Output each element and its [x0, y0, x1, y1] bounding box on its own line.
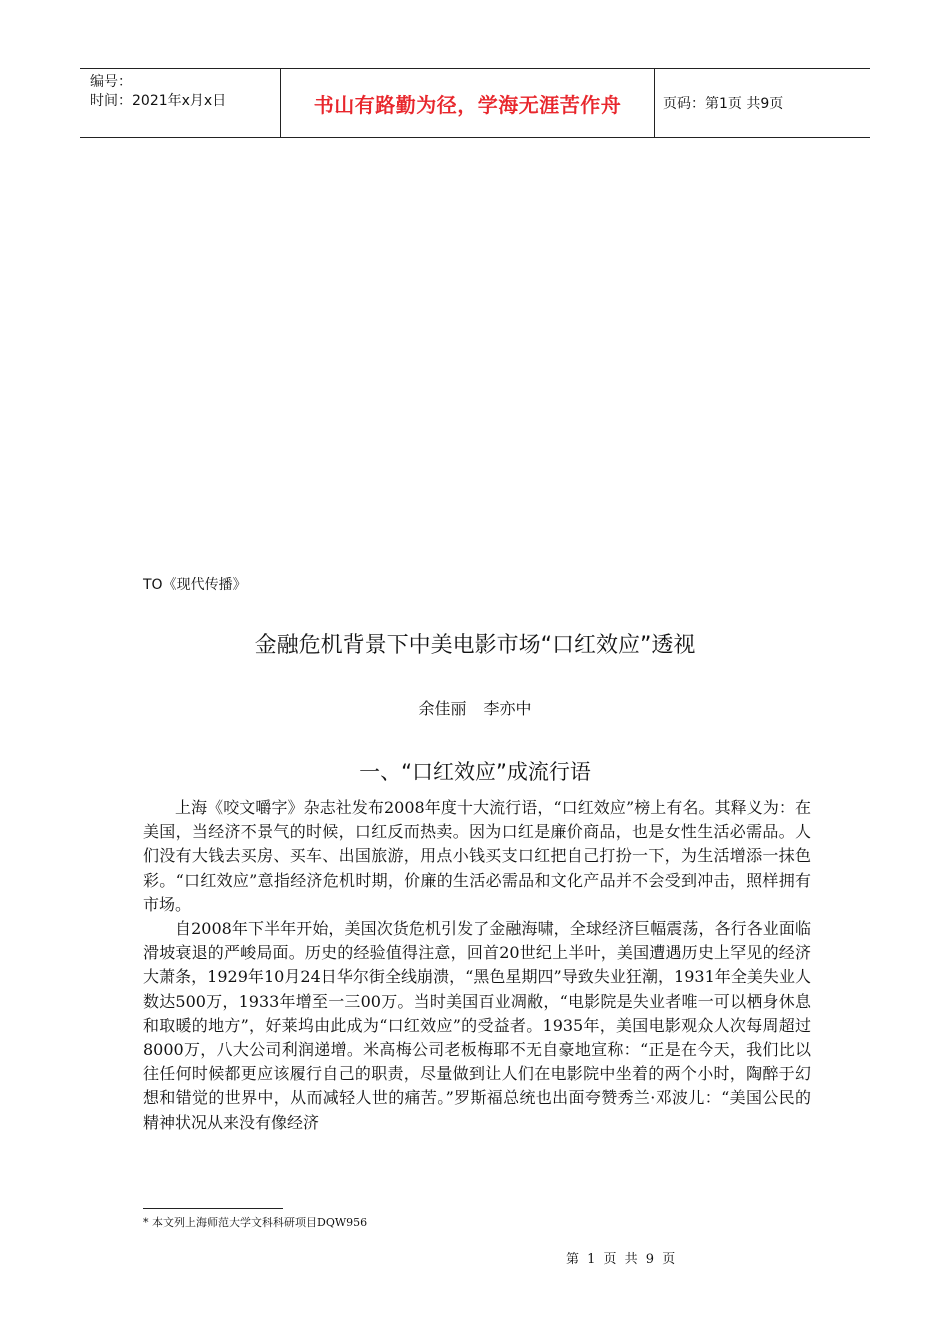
footnote-divider — [143, 1208, 283, 1209]
header-table — [80, 68, 870, 138]
number-label: 编号： — [90, 74, 132, 90]
header-left-cell — [80, 69, 281, 137]
time-label: 时间：2021年x月x日 — [90, 93, 227, 109]
motto: 书山有路勤为径，学海无涯苦作舟 — [281, 69, 655, 137]
footnote: * 本文列上海师范大学文科科研项目DQW956 — [143, 1216, 368, 1229]
page-info: 页码：第1页 共9页 — [663, 96, 784, 112]
paragraph: 上海《咬文嚼字》杂志社发布2008年度十大流行语，“口红效应”榜上有名。其释义为：在美国，当经济不景气的时候，口红反而热卖。因为口红是廉价商品，也是女性生活必需品。人们没有大钱去买房、买车、出国旅游，用点小钱买支口红把自己打扮一下，为生活增添一抹色彩。“口红效应”意指经济危机时期，价廉的生活必需品和文化产品并不会受到冲击，照样拥有市场。 — [143, 798, 811, 914]
article-authors: 余佳丽 李亦中 — [418, 699, 532, 718]
article-body — [143, 796, 811, 1135]
paragraph: 自2008年下半年开始，美国次货危机引发了金融海啸，全球经济巨幅震荡，各行各业面临滑坡衰退的严峻局面。历史的经验值得注意，回首20世纪上半叶，美国遭遇历史上罕见的经济大萧条，1929年10月24日华尔街全线崩溃，“黑色星期四”导致失业狂潮，1931年全美失业人数达500万，1933年增至一三00万。当时美国百业凋敝，“电影院是失业者唯一可以栖身休息和取暖的地方”，好莱坞由此成为“口红效应”的受益者。1935年，美国电影观众人次每周超过8000万，八大公司利润递增。米高梅公司老板梅耶不无自豪地宣称：“正是在今天，我们比以往任何时候都更应该履行自己的职责，尽量做到让人们在电影院中坐着的两个小时，陶醉于幻想和错觉的世界中，从而减轻人世的痛苦。”罗斯福总统也出面夸赞秀兰·邓波儿：“美国公民的精神状况从来没有像经济 — [143, 919, 811, 1132]
page-footer: 第 1 页 共 9 页 — [566, 1252, 676, 1267]
article-title: 金融危机背景下中美电影市场“口红效应”透视 — [254, 633, 696, 658]
section-heading: 一、“口红效应”成流行语 — [359, 760, 591, 784]
article-source: TO《现代传播》 — [143, 577, 247, 593]
